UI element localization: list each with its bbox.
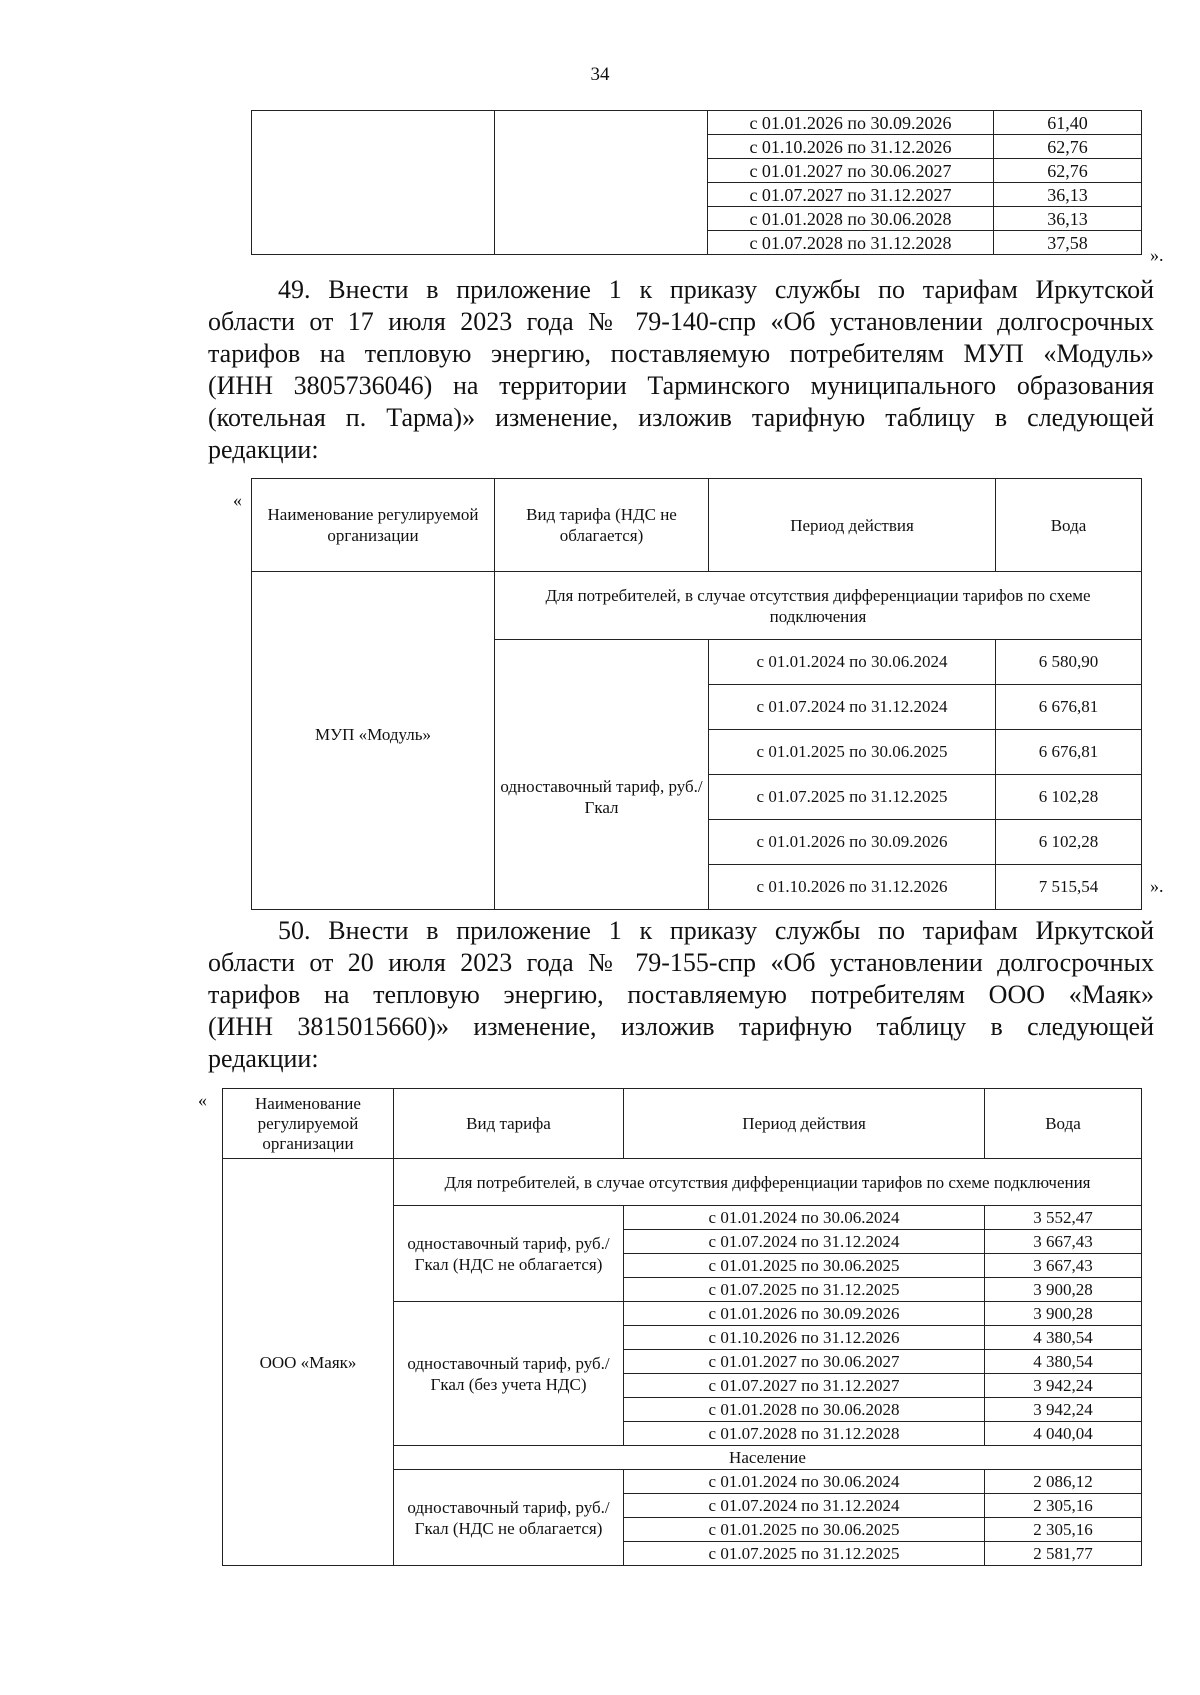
period-cell: с 01.01.2028 по 30.06.2028 (708, 207, 994, 231)
period-cell: с 01.07.2028 по 31.12.2028 (624, 1422, 985, 1446)
period-cell: с 01.10.2026 по 31.12.2026 (708, 135, 994, 159)
period-cell: с 01.07.2027 по 31.12.2027 (708, 183, 994, 207)
value-cell: 4 380,54 (985, 1326, 1142, 1350)
period-cell: с 01.01.2026 по 30.09.2026 (708, 111, 994, 135)
period-cell: с 01.10.2026 по 31.12.2026 (624, 1326, 985, 1350)
period-cell: с 01.07.2027 по 31.12.2027 (624, 1374, 985, 1398)
paragraph-line: редакции: (208, 435, 319, 464)
tariff-type: одноставочный тариф, руб./Гкал (495, 640, 709, 910)
period-cell: с 01.01.2026 по 30.09.2026 (624, 1302, 985, 1326)
header-org: Наименование регулируемой организации (223, 1089, 394, 1159)
header-period: Период действия (624, 1089, 985, 1159)
paragraph-line: (ИНН 3815015660)» изменение, изложив тарифную таблицу в следующей (208, 1012, 1154, 1041)
value-cell: 6 676,81 (996, 685, 1142, 730)
value-cell: 3 900,28 (985, 1278, 1142, 1302)
paragraph-line: 50. Внести в приложение 1 к приказу службы по тарифам Иркутской (278, 916, 1154, 945)
tariff-type: одноставочный тариф, руб./Гкал (НДС не облагается) (394, 1206, 624, 1302)
value-cell: 4 040,04 (985, 1422, 1142, 1446)
group-label: Для потребителей, в случае отсутствия дифференциации тарифов по схеме подключения (495, 572, 1142, 640)
period-cell: с 01.07.2028 по 31.12.2028 (708, 231, 994, 255)
period-cell: с 01.01.2025 по 30.06.2025 (624, 1518, 985, 1542)
paragraph-line: (ИНН 3805736046) на территории Тарминского муниципального образования (208, 371, 1154, 400)
value-cell: 6 676,81 (996, 730, 1142, 775)
paragraph-49 (208, 274, 1154, 466)
header-type: Вид тарифа (НДС не облагается) (495, 479, 709, 572)
value-cell: 3 552,47 (985, 1206, 1142, 1230)
value-cell: 2 305,16 (985, 1518, 1142, 1542)
period-cell: с 01.01.2027 по 30.06.2027 (708, 159, 994, 183)
value-cell: 37,58 (994, 231, 1142, 255)
group-label: Для потребителей, в случае отсутствия дифференциации тарифов по схеме подключения (394, 1159, 1142, 1206)
tariff-type-cell (495, 111, 708, 255)
paragraph-50 (208, 915, 1154, 1075)
period-cell: с 01.07.2025 по 31.12.2025 (709, 775, 996, 820)
value-cell: 36,13 (994, 207, 1142, 231)
value-cell: 6 580,90 (996, 640, 1142, 685)
header-row (252, 479, 1142, 572)
value-cell: 6 102,28 (996, 775, 1142, 820)
org-cell (252, 111, 495, 255)
period-cell: с 01.01.2025 по 30.06.2025 (709, 730, 996, 775)
opening-quote: « (198, 1090, 207, 1110)
value-cell: 7 515,54 (996, 865, 1142, 910)
paragraph-line: тарифов на тепловую энергию, поставляемую потребителям ООО «Маяк» (208, 980, 1154, 1009)
header-org: Наименование регулируемой организации (252, 479, 495, 572)
tariff-table-modul (251, 478, 1142, 910)
paragraph-line: редакции: (208, 1044, 319, 1073)
value-cell: 3 942,24 (985, 1398, 1142, 1422)
value-cell: 2 086,12 (985, 1470, 1142, 1494)
value-cell: 6 102,28 (996, 820, 1142, 865)
closing-quote: ». (1150, 245, 1164, 265)
period-cell: с 01.01.2024 по 30.06.2024 (624, 1206, 985, 1230)
tariff-type: одноставочный тариф, руб./Гкал (НДС не облагается) (394, 1470, 624, 1566)
value-cell: 62,76 (994, 135, 1142, 159)
value-cell: 36,13 (994, 183, 1142, 207)
period-cell: с 01.01.2028 по 30.06.2028 (624, 1398, 985, 1422)
period-cell: с 01.07.2024 по 31.12.2024 (624, 1230, 985, 1254)
value-cell: 62,76 (994, 159, 1142, 183)
period-cell: с 01.01.2024 по 30.06.2024 (624, 1470, 985, 1494)
period-cell: с 01.01.2027 по 30.06.2027 (624, 1350, 985, 1374)
header-water: Вода (985, 1089, 1142, 1159)
period-cell: с 01.01.2024 по 30.06.2024 (709, 640, 996, 685)
period-cell: с 01.10.2026 по 31.12.2026 (709, 865, 996, 910)
group-row (223, 1159, 1142, 1206)
value-cell: 2 305,16 (985, 1494, 1142, 1518)
value-cell: 61,40 (994, 111, 1142, 135)
group-row (252, 572, 1142, 640)
org-name: МУП «Модуль» (252, 572, 495, 910)
value-cell: 2 581,77 (985, 1542, 1142, 1566)
org-name: ООО «Маяк» (223, 1159, 394, 1566)
header-type: Вид тарифа (394, 1089, 624, 1159)
tariff-table-mayak (222, 1088, 1142, 1566)
value-cell: 3 667,43 (985, 1230, 1142, 1254)
closing-quote: ». (1150, 876, 1164, 896)
period-cell: с 01.07.2025 по 31.12.2025 (624, 1278, 985, 1302)
value-cell: 4 380,54 (985, 1350, 1142, 1374)
header-row (223, 1089, 1142, 1159)
paragraph-line: области от 20 июля 2023 года № 79-155-спр «Об установлении долгосрочных (208, 948, 1154, 977)
tariff-table-continuation (251, 110, 1142, 255)
tariff-type: одноставочный тариф, руб./Гкал (без учета НДС) (394, 1302, 624, 1446)
opening-quote: « (233, 490, 242, 510)
period-cell: с 01.07.2025 по 31.12.2025 (624, 1542, 985, 1566)
table-row (252, 111, 1142, 135)
period-cell: с 01.07.2024 по 31.12.2024 (709, 685, 996, 730)
value-cell: 3 900,28 (985, 1302, 1142, 1326)
header-period: Период действия (709, 479, 996, 572)
paragraph-line: (котельная п. Тарма)» изменение, изложив тарифную таблицу в следующей (208, 403, 1154, 432)
paragraph-line: области от 17 июля 2023 года № 79-140-спр «Об установлении долгосрочных (208, 307, 1154, 336)
period-cell: с 01.07.2024 по 31.12.2024 (624, 1494, 985, 1518)
period-cell: с 01.01.2025 по 30.06.2025 (624, 1254, 985, 1278)
page-number: 34 (590, 64, 610, 85)
header-water: Вода (996, 479, 1142, 572)
period-cell: с 01.01.2026 по 30.09.2026 (709, 820, 996, 865)
value-cell: 3 667,43 (985, 1254, 1142, 1278)
paragraph-line: 49. Внести в приложение 1 к приказу службы по тарифам Иркутской (278, 275, 1154, 304)
value-cell: 3 942,24 (985, 1374, 1142, 1398)
paragraph-line: тарифов на тепловую энергию, поставляемую потребителям МУП «Модуль» (208, 339, 1154, 368)
population-label: Население (394, 1446, 1142, 1470)
